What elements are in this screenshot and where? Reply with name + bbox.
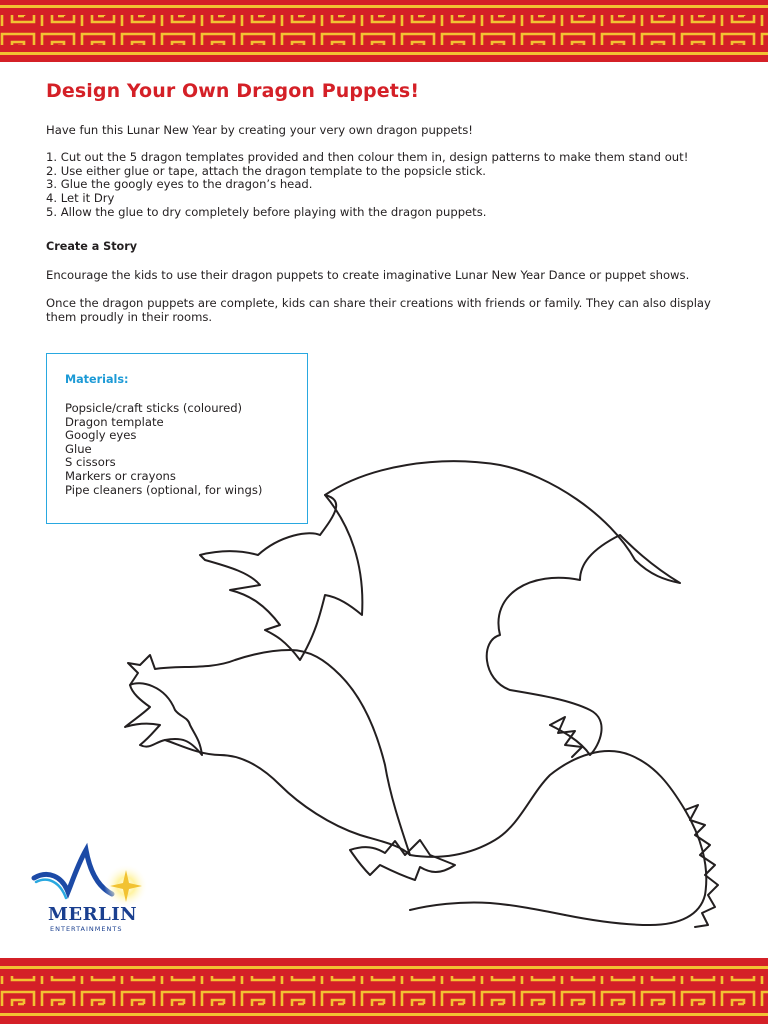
logo-name: MERLIN (48, 904, 138, 925)
step-2: 2. Use either glue or tape, attach the dragon template to the popsicle stick. (46, 164, 486, 178)
page-title: Design Your Own Dragon Puppets! (46, 80, 420, 102)
greek-key-pattern-top (0, 0, 768, 62)
material-item: S cissors (65, 455, 116, 470)
step-3: 3. Glue the googly eyes to the dragon’s head. (46, 177, 313, 191)
bottom-decorative-band (0, 958, 768, 1024)
story-paragraph-1: Encourage the kids to use their dragon puppets to create imaginative Lunar New Year Dance or puppet shows. (46, 268, 690, 282)
step-1: 1. Cut out the 5 dragon templates provided and then colour them in, design patterns to make them stand out! (46, 150, 689, 164)
material-item: Popsicle/craft sticks (coloured) (65, 401, 243, 415)
top-decorative-band (0, 0, 768, 62)
greek-key-pattern-bottom (0, 958, 768, 1024)
story-heading: Create a Story (46, 240, 138, 253)
step-5: 5. Allow the glue to dry completely before playing with the dragon puppets. (46, 205, 487, 219)
logo-tagline: ENTERTAINMENTS (50, 925, 123, 933)
story-paragraph-2: Once the dragon puppets are complete, kids can share their creations with friends or family. They can also display them proudly in their rooms. (46, 296, 711, 324)
materials-heading: Materials: (65, 373, 129, 386)
material-item: Pipe cleaners (optional, for wings) (65, 482, 263, 497)
material-item: Googly eyes (65, 428, 137, 443)
dragon-outline-icon (110, 455, 740, 935)
material-item: Markers or crayons (65, 468, 176, 483)
material-item: Dragon template (65, 414, 164, 429)
material-item: Glue (65, 441, 92, 456)
step-4: 4. Let it Dry (46, 191, 115, 205)
intro-text: Have fun this Lunar New Year by creating your very own dragon puppets! (46, 123, 473, 137)
